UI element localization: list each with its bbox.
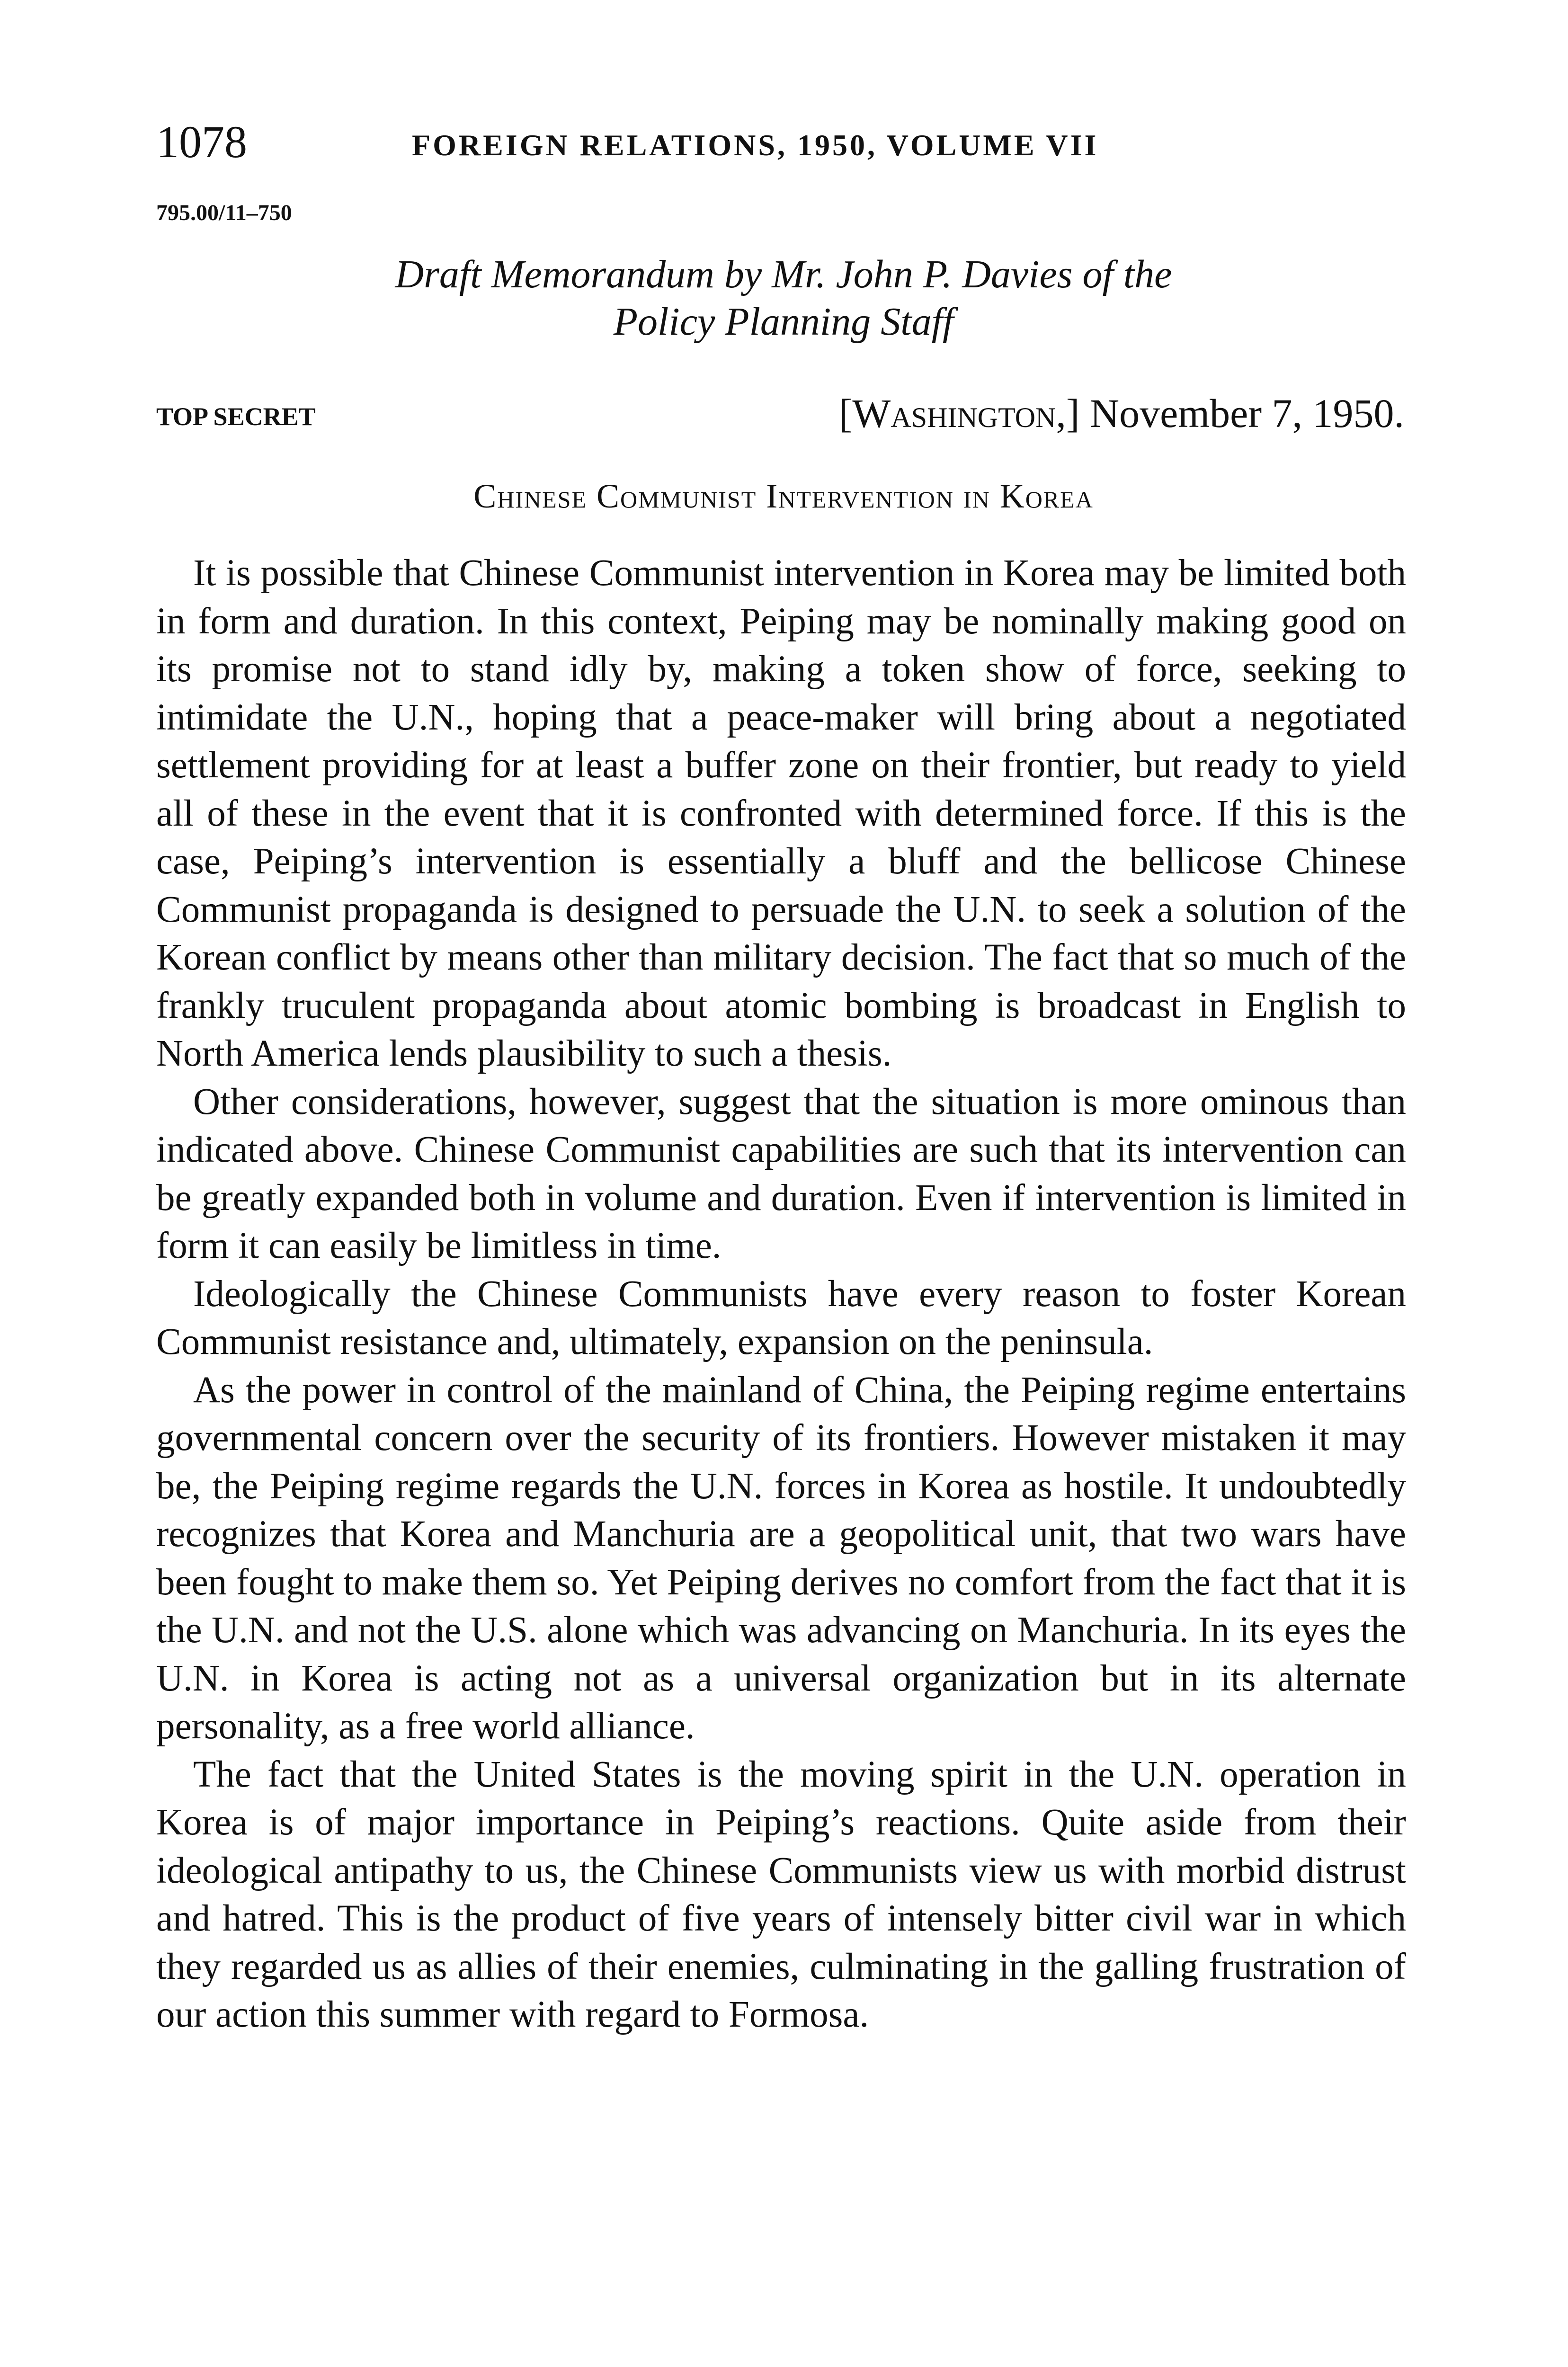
- dateline-place: [Washington,]: [838, 391, 1080, 436]
- paragraph: As the power in control of the mainland of China, the Peiping regime entertains governmental concern over the security of its frontiers. However mistaken it may be, the Peiping regime regards the U.N. forces in Korea as hostile. It undoubtedly recognizes that Korea and Manchuria are a geopolitical unit, that two wars have been fought to make them so. Yet Peiping derives no comfort from the fact that it is the U.N. and not the U.S. alone which was advancing on Manchuria. In its eyes the U.N. in Korea is acting not as a universal organization but in its alternate personality, as a free world alliance.: [156, 1369, 1406, 1747]
- memorandum-body: [156, 549, 1406, 2039]
- document-title: [156, 251, 1411, 346]
- running-head: FOREIGN RELATIONS, 1950, VOLUME VII: [412, 128, 1099, 162]
- file-number: 795.00/11–750: [156, 200, 292, 225]
- paragraph: Ideologically the Chinese Communists have every reason to foster Korean Communist resistance and, ultimately, expansion on the peninsula.: [156, 1273, 1406, 1362]
- section-title: Chinese Communist Intervention in Korea: [473, 477, 1094, 515]
- paragraph: The fact that the United States is the moving spirit in the U.N. operation in Korea is of major importance in Peiping’s reactions. Quite aside from their ideological antipathy to us, the Chinese Communists view us with morbid distrust and hatred. This is the product of five years of intensely bitter civil war in which they regarded us as allies of their enemies, culminating in the galling frustration of our action this summer with regard to Formosa.: [156, 1753, 1406, 2035]
- dateline: [839, 387, 1404, 439]
- document-title-line-1: Draft Memorandum by Mr. John P. Davies of the: [395, 252, 1172, 296]
- paragraph: Other considerations, however, suggest that the situation is more ominous than indicated above. Chinese Communist capabilities are such that its intervention can be greatly expanded both in volume and duration. Even if intervention is limited in form it can easily be limitless in time.: [156, 1081, 1406, 1266]
- page-number: 1078: [156, 116, 247, 167]
- paragraph: It is possible that Chinese Communist intervention in Korea may be limited both in form and duration. In this context, Peiping may be nominally making good on its promise not to stand idly by, making a token show of force, seeking to intimidate the U.N., hoping that a peace-maker will bring about a negotiated settlement providing for at least a buffer zone on their frontier, but ready to yield all of these in the event that it is confronted with determined force. If this is the case, Peiping’s intervention is essentially a bluff and the bellicose Chinese Communist propaganda is designed to persuade the U.N. to seek a solution of the Korean conflict by means other than military decision. The fact that so much of the frankly truculent propaganda about atomic bombing is broadcast in English to North America lends plausibility to such a thesis.: [156, 552, 1406, 1074]
- dateline-date: November 7, 1950.: [1090, 391, 1404, 436]
- page-header: [156, 114, 1434, 180]
- classification-marking: TOP SECRET: [156, 402, 316, 431]
- document-title-line-2: Policy Planning Staff: [613, 300, 954, 344]
